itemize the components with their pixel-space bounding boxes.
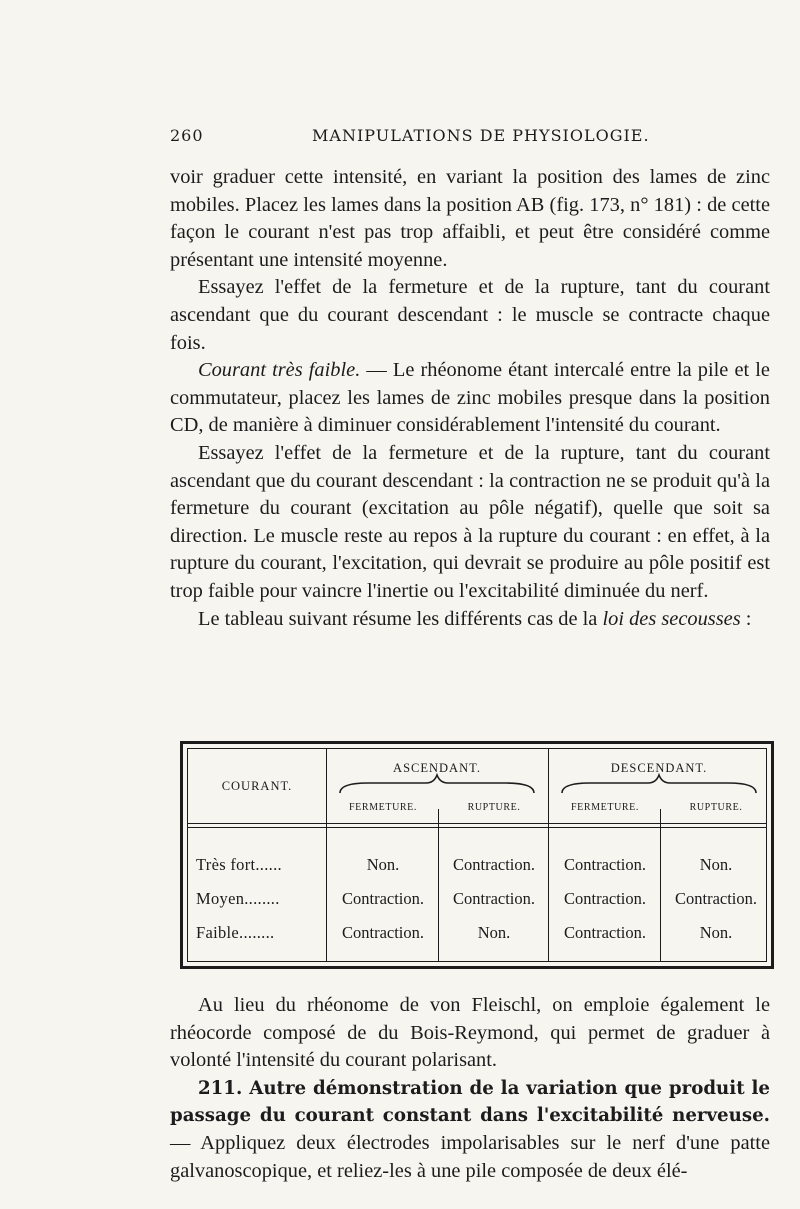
table-cell: Contraction.	[563, 923, 647, 942]
table-cell: Non.	[477, 923, 511, 942]
table-cell: Contraction.	[452, 855, 536, 874]
ascendant-brace	[338, 773, 536, 797]
paragraph: Au lieu du rhéonome de von Fleischl, on emploie également le rhéocorde composé de du Bois-Reymond, qui permet de graduer à volonté l'intensité du courant polarisant.	[170, 994, 770, 1072]
corner-label: COURANT.	[221, 779, 293, 793]
running-title: MANIPULATIONS DE PHYSIOLOGIE.	[312, 126, 650, 145]
header-rule	[188, 823, 766, 824]
table-cell: Non.	[699, 923, 733, 942]
paragraph: Essayez l'effet de la fermeture et de la rupture, tant du courant ascendant que du courant descendant : le muscle se contracte chaque fois.	[170, 276, 770, 354]
fermeture-header: FERMETURE.	[571, 802, 639, 813]
table-cell: Contraction.	[674, 889, 758, 908]
row-label: Faible........	[196, 923, 275, 942]
header-rule	[188, 827, 766, 828]
table-cell: Contraction.	[563, 889, 647, 908]
table-cell: Non.	[366, 855, 400, 874]
paragraph	[170, 606, 770, 634]
italic-term: loi des secousses	[602, 607, 741, 630]
descendant-header: DESCENDANT.	[610, 761, 708, 775]
ascendant-header: ASCENDANT.	[393, 761, 481, 775]
table-cell: Non.	[699, 855, 733, 874]
row-label: Moyen........	[196, 889, 280, 908]
rupture-header: RUPTURE.	[467, 802, 521, 813]
column-rule	[326, 749, 327, 961]
paragraph: voir graduer cette intensité, en variant la position des lames de zinc mobiles. Placez les lames dans la position AB (fig. 173, n° 181) : de cette façon le courant n'est pas trop affaibli, et peut être considéré comme présentant une intensité moyenne.	[170, 166, 770, 271]
table-cell: Contraction.	[563, 855, 647, 874]
column-rule	[438, 809, 439, 961]
table-frame	[187, 748, 767, 962]
paragraph	[170, 357, 770, 440]
descendant-brace	[560, 773, 758, 797]
table-cell: Contraction.	[452, 889, 536, 908]
fermeture-header: FERMETURE.	[349, 802, 417, 813]
paragraph-text: :	[740, 607, 752, 630]
paragraph-text: — Appliquez deux électrodes impolarisables sur le nerf d'une patte galvanoscopique, et reliez-les à une pile composée de deux élé-	[170, 1131, 770, 1182]
row-label: Très fort......	[196, 855, 282, 874]
column-rule	[660, 809, 661, 961]
italic-term: Courant très faible.	[198, 359, 361, 382]
column-rule	[548, 749, 549, 961]
page-number: 260	[170, 126, 204, 145]
section-heading: 211. Autre démonstration de la variation que produit le passage du courant constant dans l'excitabilité nerveuse.	[170, 1077, 770, 1127]
paragraph: Essayez l'effet de la fermeture et de la rupture, tant du courant ascendant que du courant descendant : la contraction ne se produit qu'à la fermeture du courant (excitation au pôle négatif), quelle que soit sa direction. Le muscle reste au repos à la rupture du courant : en effet, à la rupture du courant, l'excitation, qui devrait se produire au pôle positif est trop faible pour vaincre l'inertie ou l'excitabilité diminuée du nerf.	[170, 441, 770, 602]
body-text-bottom	[170, 992, 770, 1185]
paragraph-text: — Le rhéonome étant intercalé entre la pile et le commutateur, placez les lames de zinc mobiles presque dans la position CD, de manière à diminuer considérablement l'intensité du courant.	[170, 359, 770, 437]
paragraph	[170, 1075, 770, 1185]
body-text-top	[170, 164, 770, 633]
table-cell: Contraction.	[341, 889, 425, 908]
secousses-table	[180, 741, 774, 969]
rupture-header: RUPTURE.	[689, 802, 743, 813]
paragraph-text: Le tableau suivant résume les différents cas de la	[198, 607, 603, 630]
table-cell: Contraction.	[341, 923, 425, 942]
